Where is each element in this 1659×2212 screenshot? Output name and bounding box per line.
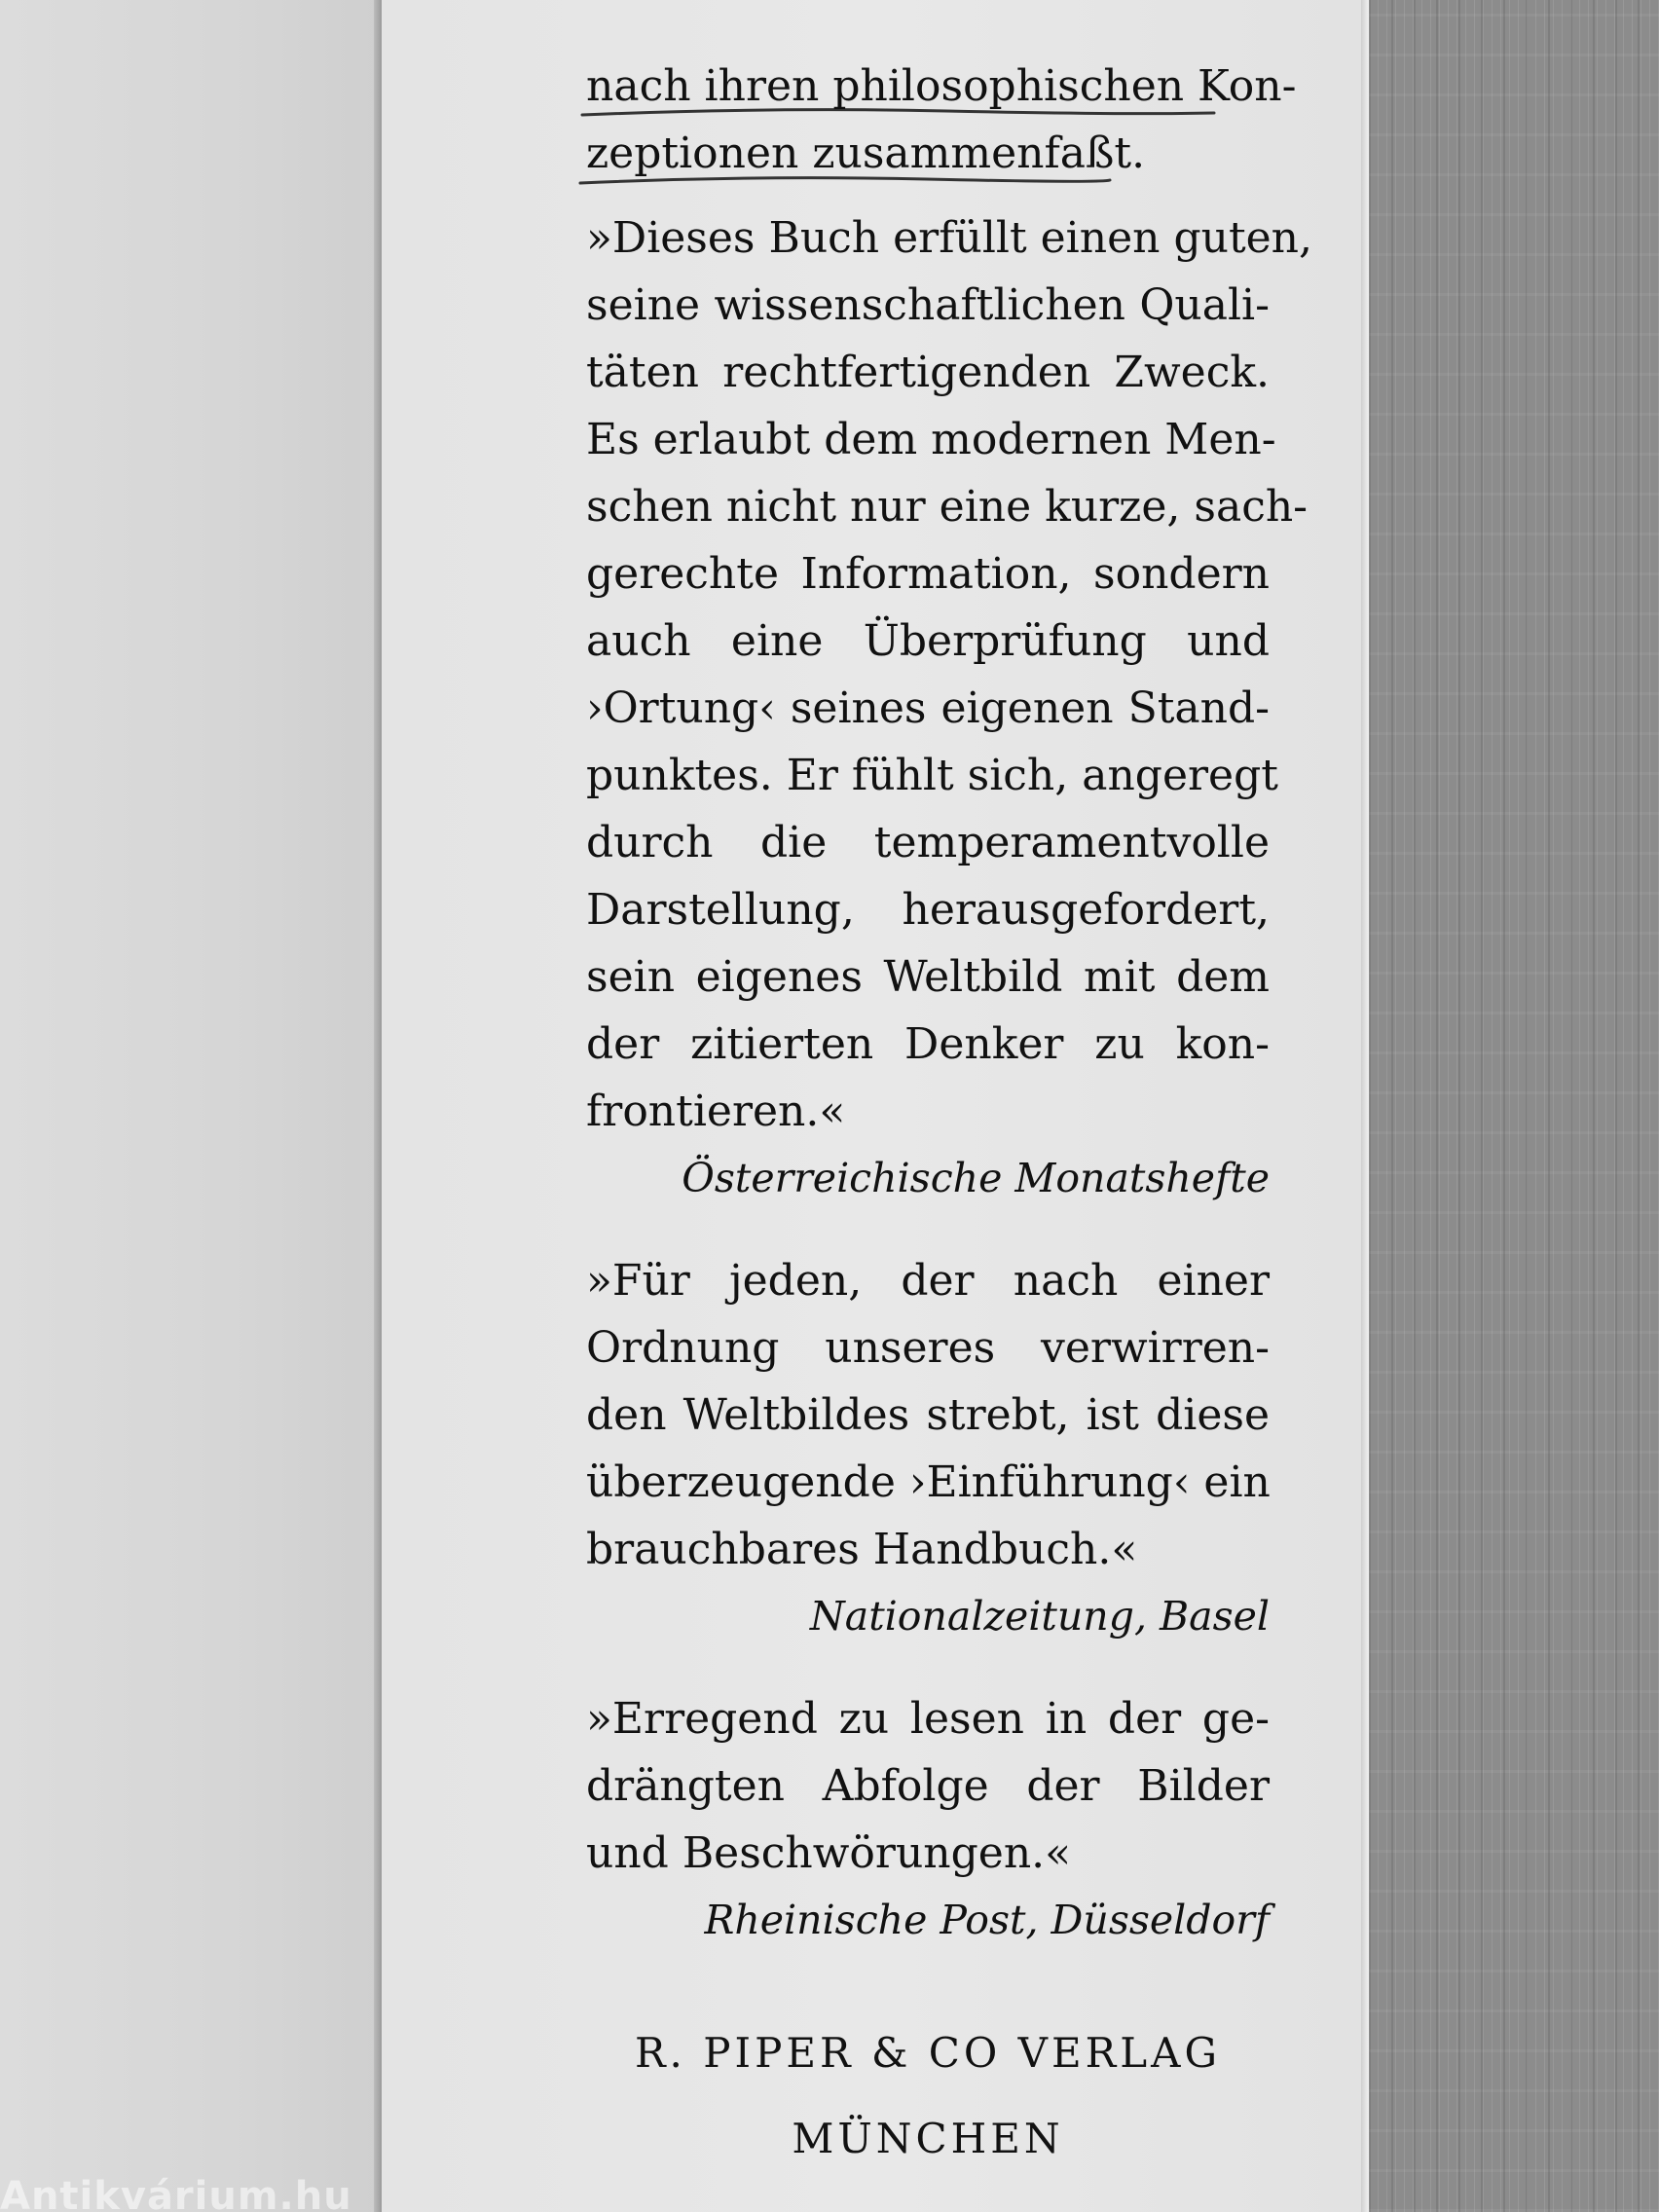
review-source: Österreichische Monatshefte bbox=[682, 1155, 1270, 1201]
quote-line: drängten Abfolge der Bilder bbox=[586, 1761, 1270, 1811]
quote-line: auch eine Überprüfung und bbox=[586, 616, 1270, 666]
quote-line: sein eigenes Weltbild mit dem bbox=[586, 952, 1270, 1002]
quote-line: schen nicht nur eine kurze, sach- bbox=[586, 482, 1309, 532]
review-source: Rheinische Post, Düsseldorf bbox=[704, 1897, 1270, 1943]
quote-line: täten rechtfertigenden Zweck. bbox=[586, 348, 1270, 397]
publisher-name: R. PIPER & CO VERLAG bbox=[634, 2029, 1222, 2077]
page-edge bbox=[374, 0, 382, 2212]
watermark: Antikvárium.hu bbox=[0, 2174, 352, 2212]
review-source: Nationalzeitung, Basel bbox=[809, 1593, 1270, 1640]
quote-line: den Weltbildes strebt, ist diese bbox=[586, 1390, 1270, 1440]
publisher-city: MÜNCHEN bbox=[792, 2115, 1064, 2162]
quote-line: »Erregend zu lesen in der ge- bbox=[586, 1694, 1270, 1744]
quote-line: frontieren.« bbox=[586, 1087, 846, 1136]
review-quote bbox=[586, 204, 1313, 1212]
publisher-imprint bbox=[586, 2010, 1270, 2182]
review-quote bbox=[586, 1685, 1270, 1954]
book-board bbox=[1369, 0, 1659, 2212]
quote-line: brauchbares Handbuch.« bbox=[586, 1525, 1138, 1574]
quote-line: »Dieses Buch erfüllt einen guten, bbox=[586, 213, 1313, 263]
quote-line: ›Ortung‹ seines eigenen Stand- bbox=[586, 683, 1270, 733]
quote-line: punktes. Er fühlt sich, angeregt bbox=[586, 751, 1278, 800]
quote-line: Darstellung, herausgefordert, bbox=[586, 885, 1270, 935]
flap-edge bbox=[1361, 0, 1369, 2212]
quote-line: seine wissenschaftlichen Quali- bbox=[586, 280, 1270, 330]
quote-line: der zitierten Denker zu kon- bbox=[586, 1019, 1270, 1069]
quote-line: überzeugende ›Einführung‹ ein bbox=[586, 1457, 1271, 1507]
flap-text bbox=[586, 53, 1313, 1954]
intro-line: nach ihren philosophischen Kon- bbox=[586, 61, 1297, 111]
left-page bbox=[0, 0, 378, 2212]
quote-line: Ordnung unseres verwirren- bbox=[586, 1323, 1270, 1373]
quote-line: durch die temperamentvolle bbox=[586, 818, 1270, 867]
review-quote bbox=[586, 1247, 1270, 1650]
quote-line: und Beschwörungen.« bbox=[586, 1828, 1072, 1878]
intro-line: zeptionen zusammenfaßt. bbox=[586, 129, 1146, 178]
quote-line: gerechte Information, sondern bbox=[586, 549, 1270, 599]
quote-line: Es erlaubt dem modernen Men- bbox=[586, 415, 1276, 464]
quote-line: »Für jeden, der nach einer bbox=[586, 1256, 1270, 1306]
